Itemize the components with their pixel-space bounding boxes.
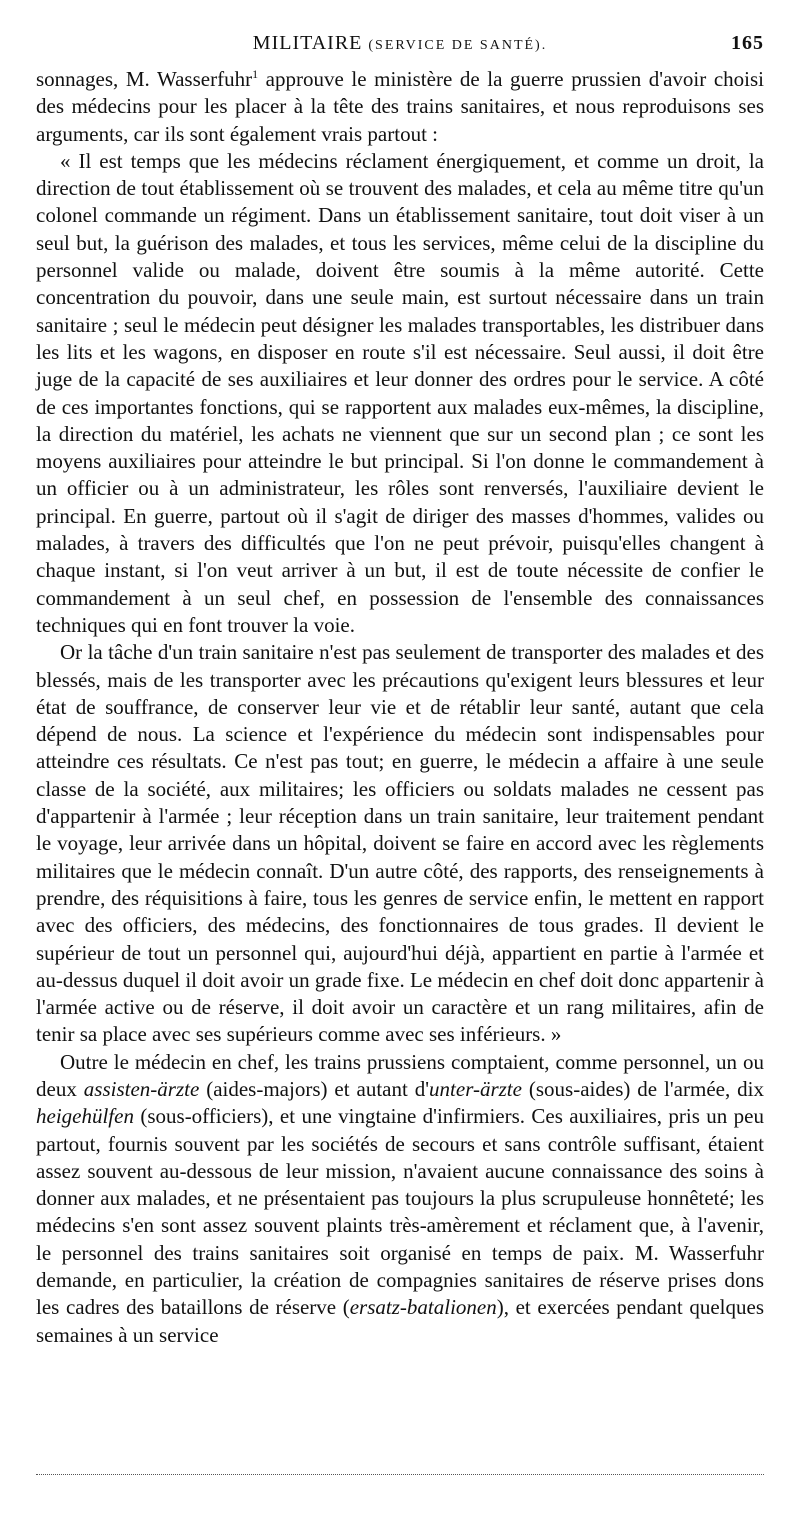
term-heigehulfen: heigehülfen — [36, 1104, 134, 1129]
paragraph-4-part-c: (sous-aides) de l'armée, dix — [521, 1076, 764, 1101]
paragraph-4-part-b: (aides-majors) et autant d' — [199, 1076, 430, 1101]
paragraph-4-part-e: ), et exercées pendant quelques semaines à un service — [36, 1295, 764, 1347]
running-title-main: MILITAIRE — [252, 32, 363, 54]
page-body — [36, 66, 764, 1349]
paragraph-3: Or la tâche d'un train sanitaire n'est pas seulement de transporter des malades et des blessés, mais de les transporter avec les précautions qu'exigent leurs blessures et leur état de souffrance, de conserver leur vie et de rétablir leur santé, autant que cela dépend de nous. La science et l'expérience du médecin sont indispensables pour atteindre ces résultats. Ce n'est pas tout; en guerre, le médecin a affaire à une seule classe de la société, aux militaires; les officiers ou soldats malades ne cessent pas d'appartenir à l'armée ; leur réception dans un train sanitaire, leur traitement pendant le voyage, leur arrivée dans un hôpital, doivent se faire en accord avec les règlements militaires que le médecin connaît. D'un autre côté, des rapports, des renseignements à prendre, des réquisitions à faire, tous les genres de service enfin, le mettent en rapport avec des officiers, des médecins, des fonctionnaires de tous grades. Il devient le supérieur de tout un personnel qui, aujourd'hui déjà, appartient en partie à l'armée et au-dessus duquel il doit avoir un grade fixe. Le médecin en chef doit donc appartenir à l'armée active ou de réserve, il doit avoir un caractère et un rang militaires, afin de tenir sa place avec ses supérieurs comme avec ses inférieurs. » — [36, 640, 764, 1047]
term-ersatz-batalionen: ersatz-batalionen — [349, 1295, 497, 1320]
paragraph-4 — [36, 1049, 764, 1349]
running-title-sub: (SERVICE DE SANTÉ). — [368, 38, 548, 53]
paragraph-1-start: sonnages, M. Wasserfuhr — [36, 67, 253, 91]
term-unter-arzte: unter-ärzte — [429, 1076, 522, 1101]
term-assisten-arzte: assisten-ärzte — [83, 1076, 200, 1101]
page-header — [36, 32, 764, 62]
paragraph-4-part-d: (sous-officiers), et une vingtaine d'infirmiers. Ces auxiliaires, pris un peu partout, fournis souvent par les sociétés de secours et sans contrôle suffisant, étaient assez souvent au-dessous de leur mission, n'avaient aucune connaissance des soins à donner aux malades, et ne présentaient pas toujours la plus scrupuleuse honnêteté; les médecins s'en sont assez souvent plaints très-amèrement et réclament que, à l'avenir, le personnel des trains sanitaires soit organisé en temps de paix. M. Wasserfuhr demande, en particulier, la création de compagnies sanitaires de réserve prises dons les cadres des bataillons de réserve ( — [36, 1104, 764, 1320]
paragraph-4-part-a: Outre le médecin en chef, les trains prussiens comptaient, comme personnel, un ou deux — [36, 1049, 764, 1101]
page-number: 165 — [731, 32, 764, 54]
paragraph-1 — [36, 66, 764, 148]
paragraph-2-quote: « Il est temps que les médecins réclament énergiquement, et comme un droit, la direction de tout établissement où se trouvent des malades, et cela au même titre qu'un colonel commande un régiment. Dans un établissement sanitaire, tout doit viser à un seul but, la guérison des malades, et tous les services, même celui de la discipline du personnel valide ou malade, doivent être soumis à la même autorité. Cette concentration du pouvoir, dans une seule main, est surtout nécessaire dans un train sanitaire ; seul le médecin peut désigner les malades transportables, les distribuer dans les lits et les wagons, en disposer en route s'il est nécessaire. Seul aussi, il doit être juge de la capacité de ses auxiliaires et leur donner des ordres pour le service. A côté de ces importantes fonctions, qui se rapportent aux malades eux-mêmes, la discipline, la direction du matériel, les achats ne viennent que sur un second plan ; ce sont les moyens auxiliaires pour atteindre le but principal. Si l'on donne le commandement à un officier ou à un administrateur, les rôles sont renversés, l'auxiliaire devient le principal. En guerre, partout où il s'agit de diriger des masses d'hommes, valides ou malades, à travers des difficultés que l'on ne peut prévoir, puisqu'elles changent à chaque instant, si l'on veut arriver à un but, il est de toute nécessite de confier le commandement à un seul chef, en possession de l'ensemble des connaissances techniques qui en font trouver la voie. — [36, 148, 764, 637]
footer-dotted-rule — [36, 1474, 764, 1475]
paragraph-1-rest: approuve le ministère de la guerre prussien d'avoir choisi des médecins pour les placer à la tête des trains sanitaires, et nous reproduisons ses arguments, car ils sont également vrais partout : — [36, 67, 764, 146]
running-title — [36, 32, 764, 55]
footnote-marker: 1 — [252, 67, 259, 81]
